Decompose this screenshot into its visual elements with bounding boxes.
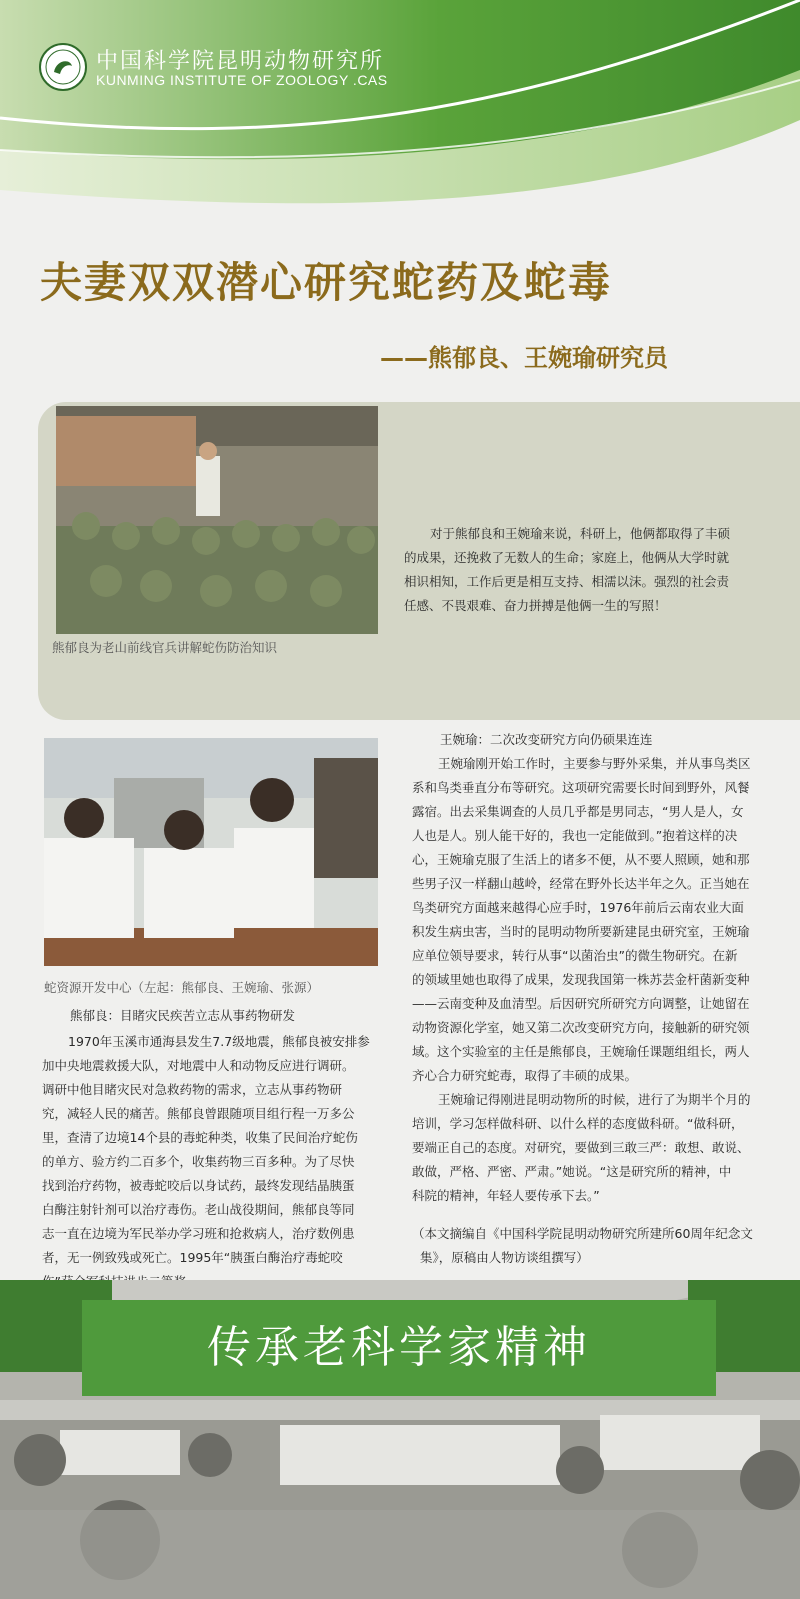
body-line: 鸟类研究方面越来越得心应手时，1976年前后云南农业大面 xyxy=(412,900,744,915)
photo-caption-lab: 蛇资源开发中心（左起：熊郁良、王婉瑜、张源） xyxy=(44,980,320,995)
body-line: 人也是人。别人能干好的，我也一定能做到。”抱着这样的决 xyxy=(412,828,738,843)
body-line: 的单方、验方约二百多个，收集药物三百多种。为了尽快 xyxy=(42,1154,355,1169)
logo-english-name: KUNMING INSTITUTE OF ZOOLOGY .CAS xyxy=(96,72,388,88)
institute-logo xyxy=(38,42,88,92)
photo-lecture-soldiers xyxy=(56,406,378,634)
body-line: 找到治疗药物，被毒蛇咬后以身试药，最终发现结晶胰蛋 xyxy=(42,1178,355,1193)
body-line: 齐心合力研究蛇毒，取得了丰硕的成果。 xyxy=(412,1068,638,1083)
body-line: 者，无一例致残或死亡。1995年“胰蛋白酶治疗毒蛇咬 xyxy=(42,1250,343,1265)
page-subtitle: ——熊郁良、王婉瑜研究员 xyxy=(380,344,668,372)
body-line: 白酶注射针剂可以治疗毒伤。老山战役期间，熊郁良等同 xyxy=(42,1202,355,1217)
body-text-wang xyxy=(412,752,770,1270)
body-text-xiong xyxy=(42,1030,382,1294)
intro-text xyxy=(404,522,784,618)
body-line: 敢做，严格、严密、严肃。”她说。“这是研究所的精神，中 xyxy=(412,1164,732,1179)
section-heading-wang: 王婉瑜：二次改变研究方向仍硕果连连 xyxy=(440,732,653,747)
body-line: 科院的精神，年轻人要传承下去。” xyxy=(412,1188,600,1203)
page-title: 夫妻双双潜心研究蛇药及蛇毒 xyxy=(40,258,613,307)
source-line: 集》，原稿由人物访谈组撰写） xyxy=(420,1250,589,1265)
photo-caption-lecture: 熊郁良为老山前线官兵讲解蛇伤防治知识 xyxy=(52,640,278,655)
body-line: 究，减轻人民的痛苦。熊郁良曾跟随项目组行程一万多公 xyxy=(42,1106,355,1121)
body-line: 里，查清了边境14个县的毒蛇种类，收集了民间治疗蛇伤 xyxy=(42,1130,358,1145)
source-line: （本文摘编自《中国科学院昆明动物研究所建所60周年纪念文 xyxy=(412,1226,753,1241)
intro-line: 对于熊郁良和王婉瑜来说，科研上，他俩都取得了丰硕 xyxy=(430,526,731,541)
body-line: ——云南变种及血清型。后因研究所研究方向调整，让她留在 xyxy=(412,996,750,1011)
body-line: 应单位领导要求，转行从事“以菌治虫”的微生物研究。在新 xyxy=(412,948,738,963)
slogan-text: 传承老科学家精神 xyxy=(207,1322,591,1373)
body-line: 心，王婉瑜克服了生活上的诸多不便，从不要人照顾，她和那 xyxy=(412,852,750,867)
header-background xyxy=(0,0,800,225)
logo-chinese-name: 中国科学院昆明动物研究所 xyxy=(96,49,385,74)
body-line: 王婉瑜记得刚进昆明动物所的时候，进行了为期半个月的 xyxy=(438,1092,751,1107)
body-line: 王婉瑜刚开始工作时，主要参与野外采集，并从事鸟类区 xyxy=(438,756,751,771)
body-line: 域。这个实验室的主任是熊郁良，王婉瑜任课题组组长，两人 xyxy=(412,1044,750,1059)
photo-lab-researchers xyxy=(44,738,378,966)
body-line: 些男子汉一样翻山越岭，经常在野外长达半年之久。正当她在 xyxy=(412,876,750,891)
body-line: 调研中他目睹灾民对急救药物的需求，立志从事药物研 xyxy=(42,1082,343,1097)
body-line: 培训，学习怎样做科研、以什么样的态度做科研。“做科研， xyxy=(412,1116,744,1131)
intro-line: 相识相知，工作后更是相互支持、相濡以沫。强烈的社会责 xyxy=(404,574,730,589)
body-line: 露宿。出去采集调查的人员几乎都是男同志，“男人是人，女 xyxy=(412,804,744,819)
section-heading-xiong: 熊郁良：目睹灾民疾苦立志从事药物研发 xyxy=(70,1008,296,1023)
body-line: 要端正自己的态度。对研究，要做到三敢三严：敢想、敢说、 xyxy=(412,1140,750,1155)
body-line: 志一直在边境为军民举办学习班和抢救病人，治疗数例患 xyxy=(42,1226,355,1241)
body-line: 动物资源化学室，她又第二次改变研究方向，接触新的研究领 xyxy=(412,1020,750,1035)
body-line: 的领域里她也取得了成果，发现我国第一株苏芸金杆菌新变种 xyxy=(412,972,750,987)
body-line: 系和鸟类垂直分布等研究。这项研究需要长时间到野外，风餐 xyxy=(412,780,750,795)
body-line: 积发生病虫害，当时的昆明动物所要新建昆虫研究室，王婉瑜 xyxy=(412,924,750,939)
body-line: 1970年玉溪市通海县发生7.7级地震，熊郁良被安排参 xyxy=(68,1034,370,1049)
intro-line: 的成果，还挽救了无数人的生命；家庭上，他俩从大学时就 xyxy=(404,550,730,565)
intro-line: 任感、不畏艰难、奋力拼搏是他俩一生的写照！ xyxy=(404,598,667,613)
body-line: 加中央地震救援大队，对地震中人和动物反应进行调研。 xyxy=(42,1058,355,1073)
